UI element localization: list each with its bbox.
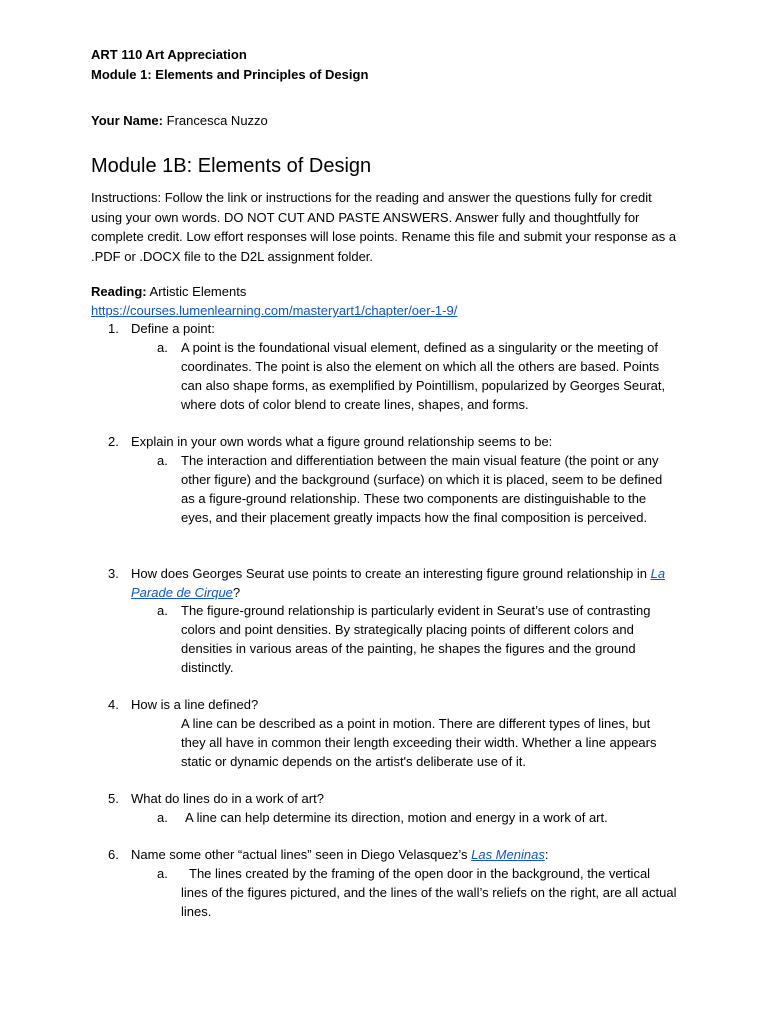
question-number: 3.	[108, 566, 119, 581]
reading-label: Reading:	[91, 284, 147, 299]
question-text: How is a line defined?	[131, 697, 259, 712]
course-title: ART 110 Art Appreciation	[91, 47, 247, 62]
question-text-part: How does Georges Seurat use points to create an interesting figure ground relationship in	[131, 566, 651, 581]
answer-marker: a.	[157, 866, 168, 881]
answer-2: The interaction and differentiation between the main visual feature (the point or any other figure) and the background (surface) on which it is placed, seem to be defined as a figure-ground relationship. These two components are distinguishable to the eyes, and their placement greatly impacts how the final composition is perceived.	[181, 453, 663, 525]
instructions-paragraph: Instructions: Follow the link or instructions for the reading and answer the questions fully for credit using your own words. DO NOT CUT AND PASTE ANSWERS. Answer fully and thoughtfully for complete credit. Low effort responses will lose points. Rename this file and submit your response as a .PDF or .DOCX file to the D2L assignment folder.	[91, 190, 677, 264]
question-text-end: ?	[232, 585, 241, 600]
answer-5: A line can help determine its direction, motion and energy in a work of art.	[185, 810, 608, 825]
reading-link[interactable]: https://courses.lumenlearning.com/masteryart1/chapter/oer-1-9/	[91, 303, 458, 318]
student-name-label: Your Name:	[91, 113, 163, 128]
question-text	[131, 564, 676, 602]
answer-1: A point is the foundational visual element, defined as a singularity or the meeting of coordinates. The point is also the element on which all the others are based. Points can also shape forms, as exemplified by Pointillism, popularized by Georges Seurat, where dots of color blend to create lines, shapes, and forms.	[181, 340, 666, 412]
document-header	[91, 45, 368, 84]
module-title: Module 1: Elements and Principles of Design	[91, 66, 369, 82]
answer-3: The figure-ground relationship is particularly evident in Seurat’s use of contrasting colors and point densities. By strategically placing points of different colors and densities in various areas of the painting, he shapes the figures and the ground distinctly.	[181, 603, 651, 675]
answer-marker: a.	[157, 603, 168, 618]
question-text	[131, 845, 676, 864]
artwork-link-las-meninas[interactable]: Las Meninas	[471, 847, 545, 862]
answer-marker: a.	[157, 453, 168, 468]
question-text: Explain in your own words what a figure ground relationship seems to be:	[131, 434, 553, 449]
question-text: Define a point:	[131, 321, 215, 336]
answer-4: A line can be described as a point in motion. There are different types of lines, but they all have in common their length exceeding their width. Whether a line appears static or dynamic depends on the artist's deliberate use of it.	[181, 716, 657, 769]
question-text: What do lines do in a work of art?	[131, 791, 324, 806]
answer-6: The lines created by the framing of the open door in the background, the vertical lines of the figures pictured, and the lines of the wall’s reliefs on the right, are all actual lines.	[181, 866, 677, 919]
question-number: 6.	[108, 847, 119, 862]
question-number: 1.	[108, 321, 119, 336]
question-text-end: :	[544, 847, 549, 862]
question-number: 2.	[108, 434, 119, 449]
page-title: Module 1B: Elements of Design	[91, 155, 372, 177]
answer-marker: a.	[157, 810, 168, 825]
reading-title: Artistic Elements	[149, 284, 247, 299]
reading-section	[91, 282, 457, 320]
student-name-line	[91, 111, 268, 130]
question-number: 5.	[108, 791, 119, 806]
student-name-value: Francesca Nuzzo	[166, 113, 268, 128]
artwork-link-la-parade[interactable]: La Parade de Cirque	[131, 566, 666, 600]
question-text-part: Name some other “actual lines” seen in Diego Velasquez’s	[131, 847, 472, 862]
question-number: 4.	[108, 697, 119, 712]
answer-marker: a.	[157, 340, 168, 355]
